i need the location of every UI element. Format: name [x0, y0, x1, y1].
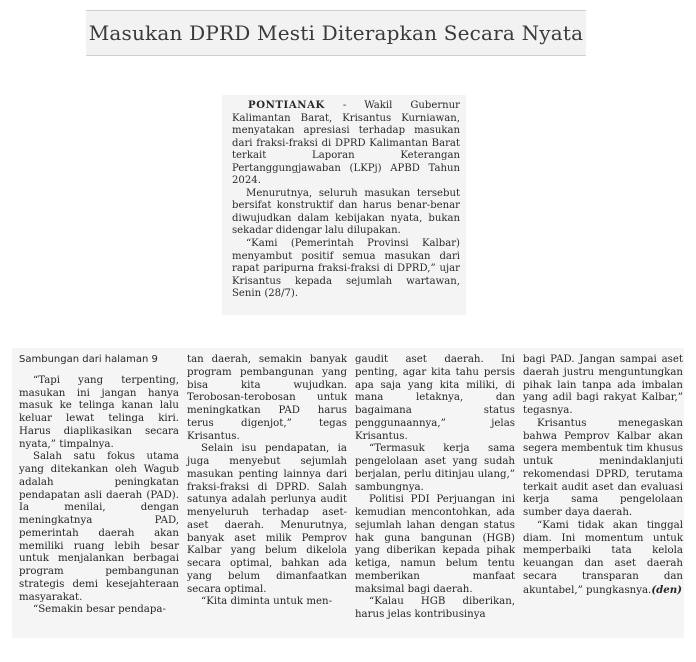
column-2 [187, 354, 347, 609]
body-paragraph: “Kalau HGB diberikan, harus jelas kontribusinya [355, 596, 515, 620]
body-paragraph: “Semakin besar pendapa- [33, 604, 166, 616]
body-paragraph: Krisantus menegaskan bahwa Pemprov Kalbar akan segera membentuk tim khusus untuk menindaklanjuti rekomendasi DPRD, terutama terkait audit aset dan evaluasi kerja sama pengelolaan sumber daya daerah. [523, 417, 683, 518]
dateline: PONTIANAK [248, 100, 325, 111]
continuation-clipping [12, 348, 684, 638]
body-paragraph: gaudit aset daerah. Ini penting, agar kita tahu persis apa saja yang kita miliki, di mana letaknya, dan bagaimana status penggunaannya,” jelas Krisantus. [355, 354, 515, 442]
body-paragraph: “Termasuk kerja sama pengelolaan aset yang sudah berjalan, perlu ditinjau ulang,” sambungnya. [355, 443, 515, 493]
continued-from-label: Sambungan dari halaman 9 [19, 354, 158, 365]
body-paragraph: “Tapi yang terpenting, masukan ini jangan hanya masuk ke telinga kanan lalu keluar lewat telinga kiri. Harus diaplikasikan secara nyata,” timpalnya. [19, 374, 179, 450]
lead-paragraph-text: - Wakil Gubernur Kalimantan Barat, Krisantus Kurniawan, menyatakan apresiasi terhadap masukan dari fraksi-fraksi di DPRD Kalimantan Barat terkait Laporan Keterangan Pertanggungjawaban (LKPj) APBD Tahun 2024. [232, 100, 460, 187]
body-paragraph: tan daerah, semakin banyak program pembangunan yang bisa kita wujudkan. Terobosan-terobosan untuk meningkatkan PAD harus terus digenjot,” tegas Krisantus. [187, 354, 347, 442]
headline: Masukan DPRD Mesti Diterapkan Secara Nyata [88, 21, 584, 45]
body-paragraph: Selain isu pendapatan, ia juga menyebut sejumlah masukan penting lainnya dari fraksi-fraksi di DPRD. Salah satunya adalah perlunya audit menyeluruh terhadap aset-aset daerah. Menurutnya, banyak aset milik Pemprov Kalbar yang belum dikelola secara optimal, bahkan ada yang belum dimanfaatkan secara optimal. [187, 443, 347, 595]
body-paragraph: Politisi PDI Perjuangan ini kemudian mencontohkan, ada sejumlah lahan dengan status hak guna bangunan (HGB) yang diberikan kepada pihak ketiga, namun belum tentu memberikan manfaat maksimal bagi daerah. [355, 494, 515, 595]
body-paragraph: bagi PAD. Jangan sampai aset daerah justru menguntungkan pihak lain tanpa ada imbalan yang adil bagi rakyat Kalbar,” tegasnya. [523, 354, 683, 416]
closing-text: “Kami tidak akan tinggal diam. Ini momentum untuk memperbaiki tata kelola keuangan dan aset daerah secara transparan dan akuntabel,” pungkasnya. [523, 519, 683, 596]
lead-text [222, 95, 466, 301]
column-3 [355, 354, 515, 622]
column-4 [523, 354, 683, 597]
body-paragraph: Salah satu fokus utama yang ditekankan oleh Wagub adalah peningkatan pendapatan asli daerah (PAD). Ia menilai, dengan meningkatnya PAD, pemerintah daerah akan memiliki ruang lebih besar untuk menjalankan berbagai program pembangunan strategis demi kesejahteraan masyarakat. [19, 451, 179, 603]
body-paragraph: “Kita diminta untuk men- [201, 596, 333, 608]
lead-clipping [222, 95, 466, 315]
lead-paragraph: “Kami (Pemerintah Provinsi Kalbar) menyambut positif semua masukan dari rapat paripurna fraksi-fraksi di DPRD,” ujar Krisantus kepada sejumlah wartawan, Senin (28/7). [232, 238, 460, 300]
lead-paragraph: Menurutnya, seluruh masukan tersebut bersifat konstruktif dan harus benar-benar diwujudkan dalam kebijakan nyata, bukan sekadar didengar lalu dilupakan. [232, 187, 460, 237]
author-credit: (den) [651, 583, 682, 596]
headline-banner [86, 10, 586, 56]
body-paragraph [523, 520, 683, 598]
lead-paragraph [232, 100, 460, 188]
column-1 [19, 354, 179, 617]
